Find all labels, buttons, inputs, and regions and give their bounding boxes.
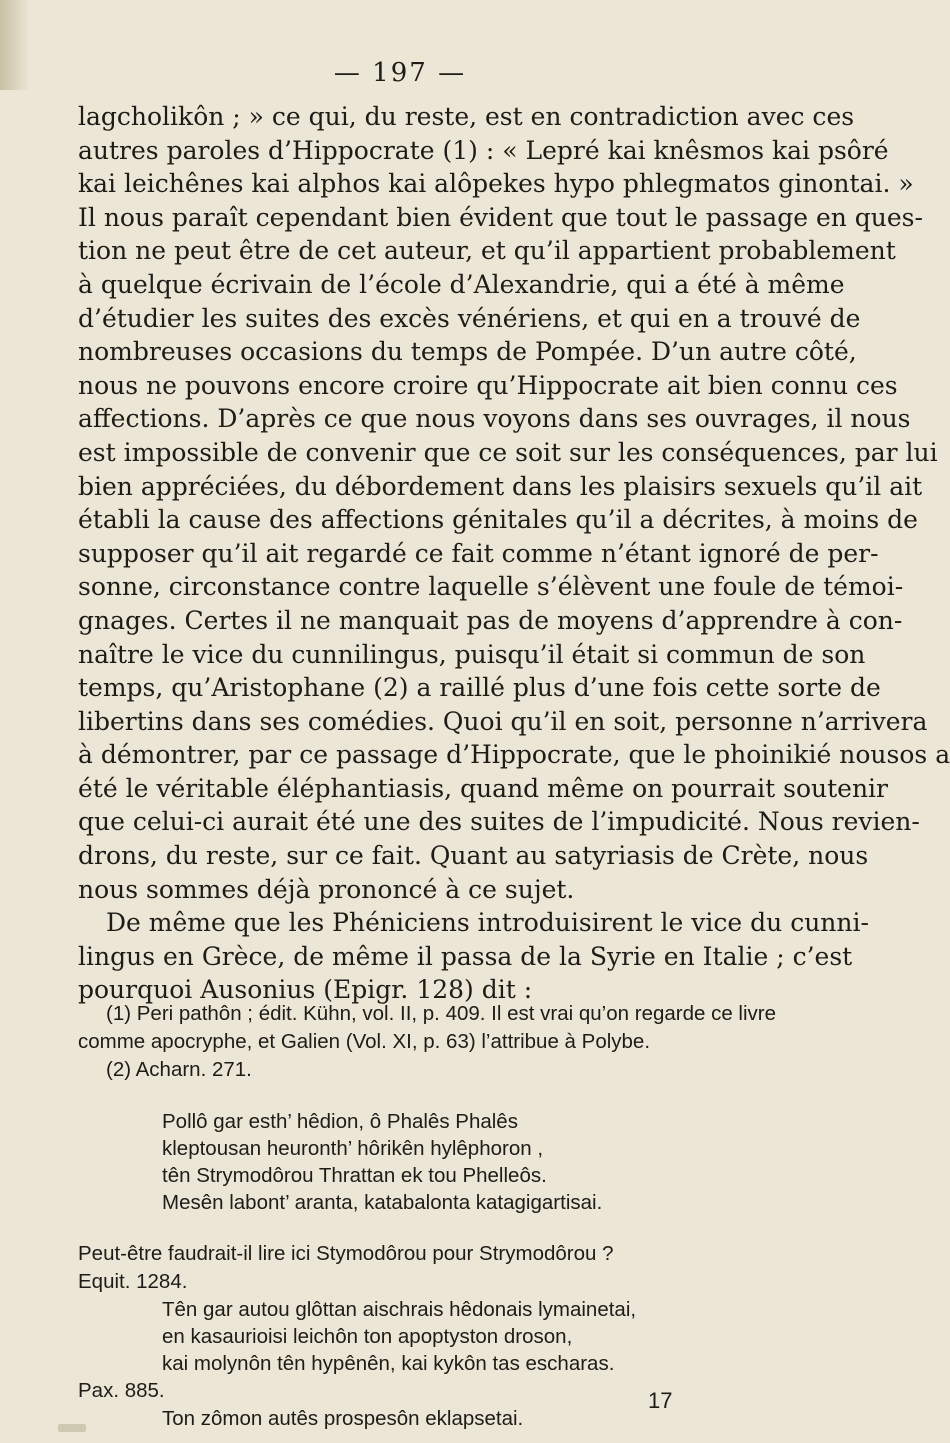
ink-mark — [58, 1424, 86, 1432]
verse-line: tên Strymodôrou Thrattan ek tou Phelleôs. — [162, 1164, 547, 1187]
verse-quote-acharnians — [78, 1108, 786, 1216]
text-line: d’étudier les suites des excès vénériens, et qui en a trouvé de — [78, 303, 861, 333]
footnote-2: (2) Acharn. 271. — [106, 1058, 252, 1081]
text-line: temps, qu’Aristophane (2) a raillé plus d’une fois cette sorte de — [78, 673, 881, 703]
text-line: nous ne pouvons encore croire qu’Hippocrate ait bien connu ces — [78, 370, 898, 400]
text-line: lingus en Grèce, de même il passa de la Syrie en Italie ; c’est — [78, 941, 853, 971]
footnote-1: (1) Peri pathôn ; édit. Kühn, vol. II, p. 409. Il est vrai qu’on regarde ce livre — [106, 1002, 777, 1025]
main-text — [78, 100, 950, 1007]
text-line: De même que les Phéniciens introduisirent le vice du cunni- — [106, 908, 869, 938]
text-line: que celui-ci aurait été une des suites de l’impudicité. Nous revien- — [78, 807, 920, 837]
verse-line: Ton zômon autês prospesôn eklapsetai. — [162, 1407, 524, 1430]
text-line: naître le vice du cunnilingus, puisqu’il était si commun de son — [78, 639, 866, 669]
footnote-1-continued: comme apocryphe, et Galien (Vol. XI, p. 63) l’attribue à Polybe. — [78, 1030, 651, 1053]
text-line: sonne, circonstance contre laquelle s’élèvent une foule de témoi- — [78, 572, 904, 602]
reference-equites: Equit. 1284. — [78, 1270, 188, 1293]
verse-line: Pollô gar esth’ hêdion, ô Phalês Phalês — [162, 1110, 518, 1133]
page-number: — 197 — — [333, 58, 467, 88]
text-line: drons, du reste, sur ce fait. Quant au satyriasis de Crète, nous — [78, 841, 869, 871]
verse-quote-equites — [78, 1296, 786, 1377]
text-line: tion ne peut être de cet auteur, et qu’il appartient probablement — [78, 236, 896, 266]
text-line: lagcholikôn ; » ce qui, du reste, est en contradiction avec ces — [78, 102, 855, 131]
text-line: bien appréciées, du débordement dans les plaisirs sexuels qu’il ait — [78, 471, 923, 501]
text-line: libertins dans ses comédies. Quoi qu’il en soit, personne n’arrivera — [78, 706, 928, 736]
text-line: pourquoi Ausonius (Epigr. 128) dit : — [78, 975, 533, 1005]
text-line: est impossible de convenir que ce soit sur les conséquences, par lui — [78, 437, 938, 467]
text-line: nous sommes déjà prononcé à ce sujet. — [78, 874, 575, 904]
text-line: autres paroles d’Hippocrate (1) : « Lepré kai knêsmos kai psôré — [78, 135, 889, 165]
verse-line: Tên gar autou glôttan aischrais hêdonais lymainetai, — [162, 1298, 637, 1321]
signature-mark: 17 — [648, 1388, 673, 1413]
editorial-remark: Peut-être faudrait-il lire ici Stymodôrou pour Strymodôrou ? — [78, 1242, 614, 1265]
reference-pax: Pax. 885. — [78, 1379, 165, 1402]
text-line: kai leichênes kai alphos kai alôpekes hypo phlegmatos ginontai. » — [78, 169, 914, 199]
text-line: affections. D’après ce que nous voyons dans ses ouvrages, il nous — [78, 404, 911, 434]
text-line: à quelque écrivain de l’école d’Alexandrie, qui a été à même — [78, 269, 845, 299]
text-line: supposer qu’il ait regardé ce fait comme n’étant ignoré de per- — [78, 538, 879, 568]
verse-line: en kasaurioisi leichôn ton apoptyston droson, — [162, 1325, 573, 1348]
footnotes — [78, 1000, 786, 1432]
text-line: Il nous paraît cependant bien évident que tout le passage en ques- — [78, 202, 923, 232]
text-line: gnages. Certes il ne manquait pas de moyens d’apprendre à con- — [78, 605, 903, 635]
text-line: nombreuses occasions du temps de Pompée. D’un autre côté, — [78, 337, 857, 367]
text-line: été le véritable éléphantiasis, quand même on pourrait soutenir — [78, 773, 888, 803]
verse-quote-pax — [78, 1405, 786, 1432]
verse-line: Mesên labont’ aranta, katabalonta katagigartisai. — [162, 1191, 603, 1214]
verse-line: kai molynôn tên hypênên, kai kykôn tas escharas. — [162, 1352, 615, 1375]
text-line: établi la cause des affections génitales qu’il a décrites, à moins de — [78, 505, 918, 535]
text-line: à démontrer, par ce passage d’Hippocrate, que le phoinikié nousos a — [78, 740, 950, 770]
verse-line: kleptousan heuronth’ hôrikên hylêphoron , — [162, 1137, 544, 1160]
